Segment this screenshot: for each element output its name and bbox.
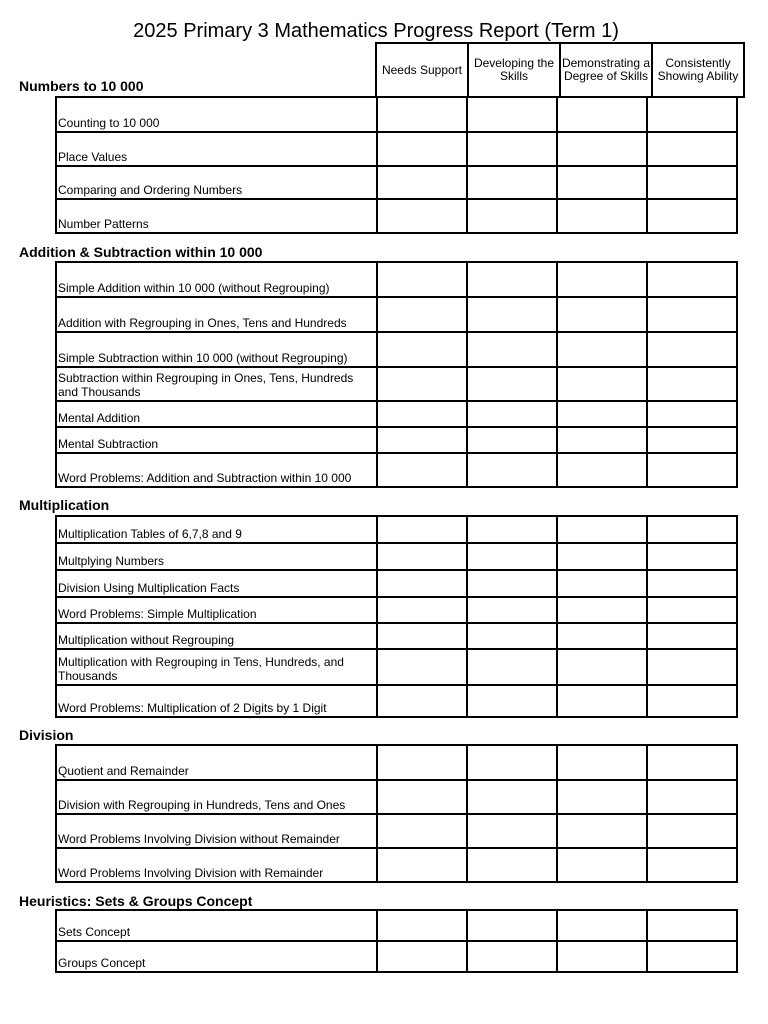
rating-cell[interactable]	[377, 97, 467, 132]
section-heading-division: Division	[19, 727, 74, 743]
skill-label: Mental Subtraction	[56, 427, 377, 453]
rating-cell[interactable]	[377, 910, 467, 941]
rating-cell[interactable]	[647, 848, 737, 882]
rating-cell[interactable]	[557, 199, 647, 233]
rating-cell[interactable]	[467, 910, 557, 941]
rating-cell[interactable]	[467, 516, 557, 543]
rating-cell[interactable]	[467, 543, 557, 570]
rating-cell[interactable]	[557, 453, 647, 487]
rating-cell[interactable]	[467, 262, 557, 297]
skill-label: Division with Regrouping in Hundreds, Tens and Ones	[56, 780, 377, 814]
rating-cell[interactable]	[377, 941, 467, 972]
rating-cell[interactable]	[647, 570, 737, 597]
column-header-developing: Developing the Skills	[468, 43, 560, 97]
rating-cell[interactable]	[377, 262, 467, 297]
rating-cell[interactable]	[647, 597, 737, 623]
rating-cell[interactable]	[557, 332, 647, 367]
rating-cell[interactable]	[377, 166, 467, 199]
skill-label: Sets Concept	[56, 910, 377, 941]
rating-cell[interactable]	[467, 623, 557, 649]
section-table-heuristics	[55, 909, 738, 973]
rating-cell[interactable]	[557, 401, 647, 427]
rating-cell[interactable]	[557, 427, 647, 453]
skill-label: Counting to 10 000	[56, 97, 377, 132]
rating-cell[interactable]	[647, 543, 737, 570]
rating-cell[interactable]	[557, 941, 647, 972]
rating-cell[interactable]	[377, 570, 467, 597]
skill-label: Multiplication without Regrouping	[56, 623, 377, 649]
rating-cell[interactable]	[467, 332, 557, 367]
section-heading-addition-subtraction: Addition & Subtraction within 10 000	[19, 244, 263, 260]
rating-cell[interactable]	[377, 453, 467, 487]
rating-cell[interactable]	[557, 910, 647, 941]
rating-cell[interactable]	[467, 848, 557, 882]
section-table-numbers	[55, 96, 738, 234]
rating-cell[interactable]	[557, 262, 647, 297]
rating-cell[interactable]	[467, 941, 557, 972]
rating-cell[interactable]	[467, 297, 557, 332]
rating-cell[interactable]	[647, 910, 737, 941]
skill-label: Quotient and Remainder	[56, 745, 377, 780]
rating-cell[interactable]	[647, 516, 737, 543]
rating-cell[interactable]	[377, 649, 467, 685]
rating-cell[interactable]	[557, 367, 647, 401]
skill-label: Place Values	[56, 132, 377, 166]
section-table-division	[55, 744, 738, 883]
skill-label: Comparing and Ordering Numbers	[56, 166, 377, 199]
rating-cell[interactable]	[647, 297, 737, 332]
rating-cell[interactable]	[467, 367, 557, 401]
rating-cell[interactable]	[467, 814, 557, 848]
rating-cell[interactable]	[377, 848, 467, 882]
rating-cell[interactable]	[647, 685, 737, 717]
rating-cell[interactable]	[377, 401, 467, 427]
rating-cell[interactable]	[647, 941, 737, 972]
rating-cell[interactable]	[467, 199, 557, 233]
rating-cell[interactable]	[557, 745, 647, 780]
skill-label: Word Problems: Addition and Subtraction within 10 000	[56, 453, 377, 487]
skill-label: Subtraction within Regrouping in Ones, Tens, Hundreds and Thousands	[56, 367, 377, 401]
section-heading-heuristics: Heuristics: Sets & Groups Concept	[19, 893, 253, 909]
rating-cell[interactable]	[557, 543, 647, 570]
section-table-multiplication	[55, 515, 738, 718]
section-heading-multiplication: Multiplication	[19, 497, 110, 513]
rating-cell[interactable]	[377, 597, 467, 623]
rating-cell[interactable]	[557, 623, 647, 649]
report-title: 2025 Primary 3 Mathematics Progress Report (Term 1)	[133, 20, 619, 42]
rating-cell[interactable]	[467, 570, 557, 597]
column-header-needs-support: Needs Support	[376, 43, 468, 97]
rating-cell[interactable]	[647, 745, 737, 780]
skill-label: Division Using Multiplication Facts	[56, 570, 377, 597]
rating-cell[interactable]	[377, 745, 467, 780]
rating-cell[interactable]	[647, 132, 737, 166]
rating-cell[interactable]	[377, 427, 467, 453]
rating-cell[interactable]	[647, 780, 737, 814]
rating-cell[interactable]	[377, 199, 467, 233]
rating-cell[interactable]	[557, 848, 647, 882]
rating-cell[interactable]	[647, 623, 737, 649]
rating-cell[interactable]	[467, 453, 557, 487]
rating-cell[interactable]	[467, 427, 557, 453]
rating-cell[interactable]	[467, 745, 557, 780]
rating-cell[interactable]	[647, 166, 737, 199]
rating-cell[interactable]	[557, 780, 647, 814]
rating-cell[interactable]	[647, 367, 737, 401]
rating-cell[interactable]	[377, 297, 467, 332]
rating-cell[interactable]	[467, 780, 557, 814]
section-heading-numbers: Numbers to 10 000	[19, 78, 144, 94]
rating-cell[interactable]	[647, 401, 737, 427]
rating-cell[interactable]	[467, 166, 557, 199]
column-header-demonstrating: Demonstrating a Degree of Skills	[560, 43, 652, 97]
rating-cell[interactable]	[647, 332, 737, 367]
section-table-addition-subtraction	[55, 261, 738, 488]
rating-cell[interactable]	[557, 685, 647, 717]
rating-cell[interactable]	[467, 649, 557, 685]
rating-cell[interactable]	[467, 597, 557, 623]
rating-cell[interactable]	[557, 516, 647, 543]
skill-label: Simple Addition within 10 000 (without Regrouping)	[56, 262, 377, 297]
rating-cell[interactable]	[377, 543, 467, 570]
rating-cell[interactable]	[377, 132, 467, 166]
rating-cell[interactable]	[377, 685, 467, 717]
rating-cell[interactable]	[647, 453, 737, 487]
rating-cell[interactable]	[467, 97, 557, 132]
skill-label: Multiplication Tables of 6,7,8 and 9	[56, 516, 377, 543]
rating-cell[interactable]	[467, 401, 557, 427]
rating-cell[interactable]	[467, 132, 557, 166]
skill-label: Word Problems: Multiplication of 2 Digits by 1 Digit	[56, 685, 377, 717]
skill-label: Word Problems Involving Division without Remainder	[56, 814, 377, 848]
skill-label: Multplying Numbers	[56, 543, 377, 570]
rating-cell[interactable]	[377, 367, 467, 401]
skill-label: Word Problems: Simple Multiplication	[56, 597, 377, 623]
skill-label: Number Patterns	[56, 199, 377, 233]
rating-cell[interactable]	[557, 132, 647, 166]
skill-label: Groups Concept	[56, 941, 377, 972]
rating-cell[interactable]	[377, 516, 467, 543]
rating-cell[interactable]	[467, 685, 557, 717]
rating-cell[interactable]	[557, 649, 647, 685]
rating-cell[interactable]	[647, 97, 737, 132]
rating-cell[interactable]	[647, 649, 737, 685]
rating-cell[interactable]	[377, 780, 467, 814]
rating-cell[interactable]	[557, 97, 647, 132]
rating-header	[375, 42, 745, 98]
column-header-consistently: Consistently Showing Ability	[652, 43, 744, 97]
skill-label: Simple Subtraction within 10 000 (without Regrouping)	[56, 332, 377, 367]
rating-cell[interactable]	[647, 199, 737, 233]
skill-label: Addition with Regrouping in Ones, Tens and Hundreds	[56, 297, 377, 332]
rating-cell[interactable]	[647, 427, 737, 453]
rating-cell[interactable]	[557, 597, 647, 623]
rating-cell[interactable]	[557, 297, 647, 332]
rating-cell[interactable]	[647, 814, 737, 848]
skill-label: Mental Addition	[56, 401, 377, 427]
rating-cell[interactable]	[377, 623, 467, 649]
skill-label: Multiplication with Regrouping in Tens, Hundreds, and Thousands	[56, 649, 377, 685]
rating-cell[interactable]	[377, 332, 467, 367]
rating-cell[interactable]	[557, 570, 647, 597]
rating-cell[interactable]	[377, 814, 467, 848]
rating-cell[interactable]	[557, 166, 647, 199]
rating-cell[interactable]	[557, 814, 647, 848]
rating-cell[interactable]	[647, 262, 737, 297]
skill-label: Word Problems Involving Division with Remainder	[56, 848, 377, 882]
